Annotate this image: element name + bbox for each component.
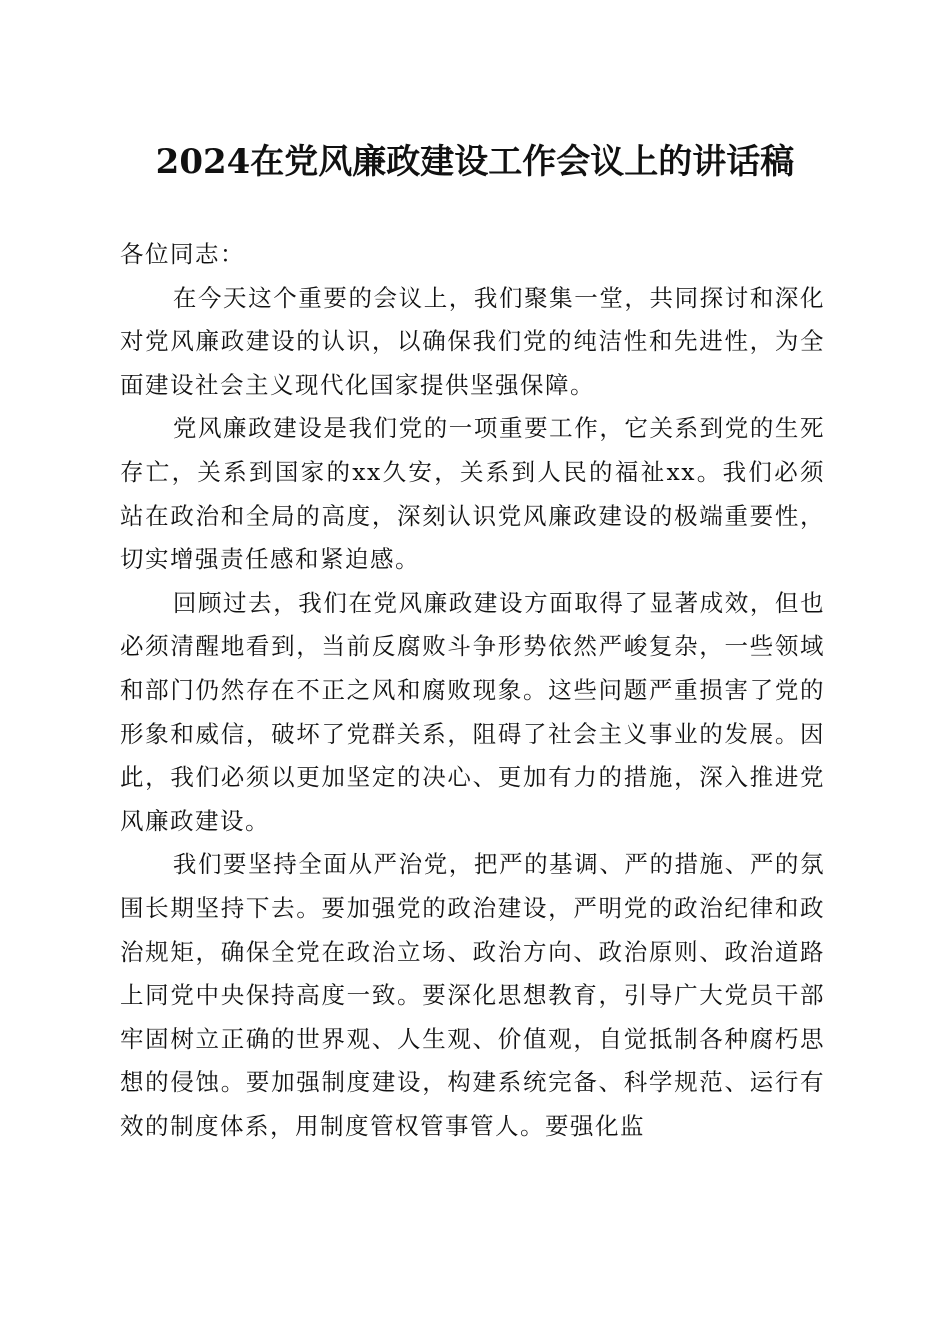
paragraph: 回顾过去，我们在党风廉政建设方面取得了显著成效，但也必须清醒地看到，当前反腐败斗争形势依然严峻复杂，一些领域和部门仍然存在不正之风和腐败现象。这些问题严重损害了党的形象和威信，破坏了党群关系，阻碍了社会主义事业的发展。因此，我们必须以更加坚定的决心、更加有力的措施，深入推进党风廉政建设。 (120, 588, 825, 835)
paragraph: 在今天这个重要的会议上，我们聚集一堂，共同探讨和深化对党风廉政建设的认识，以确保我们党的纯洁性和先进性，为全面建设社会主义现代化国家提供坚强保障。 (120, 283, 825, 399)
paragraph: 我们要坚持全面从严治党，把严的基调、严的措施、严的氛围长期坚持下去。要加强党的政治建设，严明党的政治纪律和政治规矩，确保全党在政治立场、政治方向、政治原则、政治道路上同党中央保持高度一致。要深化思想教育，引导广大党员干部牢固树立正确的世界观、人生观、价值观，自觉抵制各种腐朽思想的侵蚀。要加强制度建设，构建系统完备、科学规范、运行有效的制度体系，用制度管权管事管人。要强化监 (120, 850, 825, 1140)
document-body (120, 233, 825, 1148)
salutation: 各位同志： (120, 240, 245, 268)
document-title: 2024在党风廉政建设工作会议上的讲话稿 (155, 142, 795, 182)
paragraph: 党风廉政建设是我们党的一项重要工作，它关系到党的生死存亡，关系到国家的xx久安，关系到人民的福祉xx。我们必须站在政治和全局的高度，深刻认识党风廉政建设的极端重要性，切实增强责任感和紧迫感。 (120, 414, 825, 574)
